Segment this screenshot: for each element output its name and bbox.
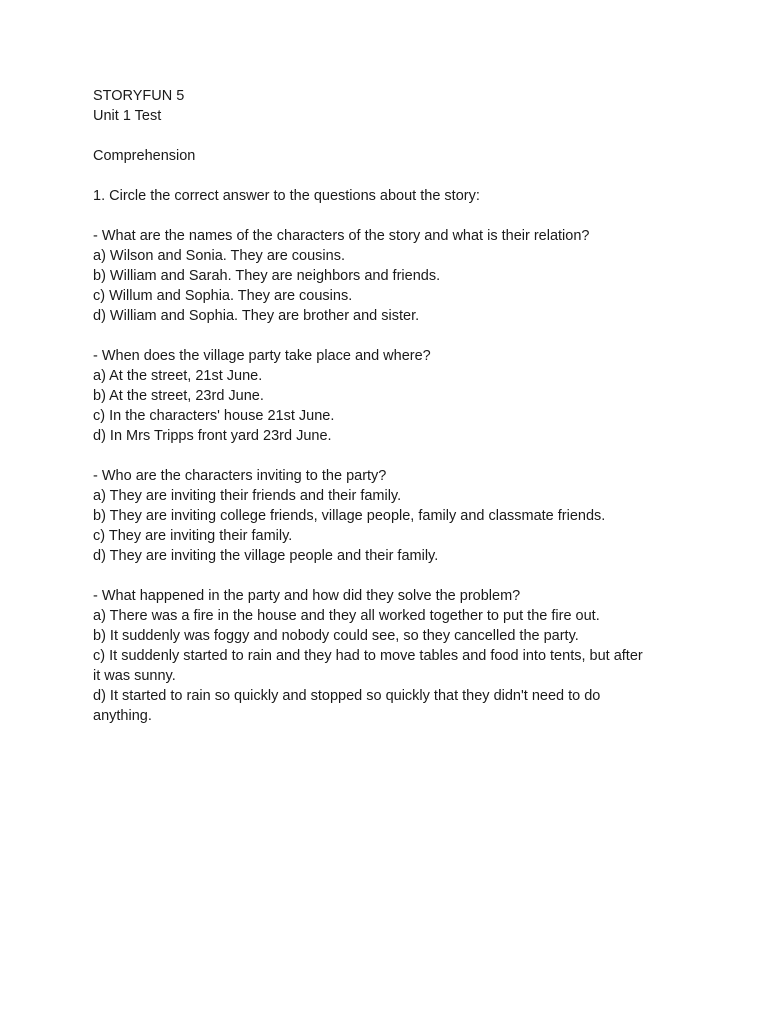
spacer (93, 166, 733, 186)
answer-option: b) They are inviting college friends, village people, family and classmate friends. (93, 508, 606, 524)
answer-option: d) In Mrs Tripps front yard 23rd June. (93, 428, 332, 444)
answer-option: b) It suddenly was foggy and nobody could see, so they cancelled the party. (93, 628, 579, 644)
spacer (93, 206, 733, 226)
instruction: 1. Circle the correct answer to the questions about the story: (93, 188, 480, 204)
spacer (93, 126, 733, 146)
question-block-3 (93, 466, 733, 566)
question-block-4 (93, 586, 733, 726)
answer-option: a) They are inviting their friends and their family. (93, 488, 402, 504)
worksheet-page (93, 86, 733, 726)
answer-option: c) In the characters' house 21st June. (93, 408, 335, 424)
worksheet-subtitle: Unit 1 Test (93, 108, 162, 124)
answer-option: c) It suddenly started to rain and they had to move tables and food into tents, but after it was sunny. (93, 648, 643, 684)
question-text: - When does the village party take place and where? (93, 348, 431, 364)
answer-option: b) William and Sarah. They are neighbors and friends. (93, 268, 441, 284)
answer-option: d) They are inviting the village people and their family. (93, 548, 439, 564)
question-text: - What are the names of the characters of the story and what is their relation? (93, 228, 590, 244)
answer-option: b) At the street, 23rd June. (93, 388, 264, 404)
question-text: - What happened in the party and how did they solve the problem? (93, 588, 521, 604)
answer-option: a) At the street, 21st June. (93, 368, 263, 384)
spacer (93, 326, 733, 346)
question-text: - Who are the characters inviting to the party? (93, 468, 387, 484)
spacer (93, 566, 733, 586)
answer-option: d) William and Sophia. They are brother and sister. (93, 308, 420, 324)
worksheet-title: STORYFUN 5 (93, 88, 185, 104)
answer-option: a) There was a fire in the house and they all worked together to put the fire out. (93, 608, 600, 624)
answer-option: a) Wilson and Sonia. They are cousins. (93, 248, 346, 264)
answer-option: c) Willum and Sophia. They are cousins. (93, 288, 353, 304)
answer-option: c) They are inviting their family. (93, 528, 293, 544)
question-block-1 (93, 226, 733, 326)
section-title: Comprehension (93, 148, 196, 164)
answer-option: d) It started to rain so quickly and stopped so quickly that they didn't need to do anything. (93, 688, 601, 724)
spacer (93, 446, 733, 466)
question-block-2 (93, 346, 733, 446)
